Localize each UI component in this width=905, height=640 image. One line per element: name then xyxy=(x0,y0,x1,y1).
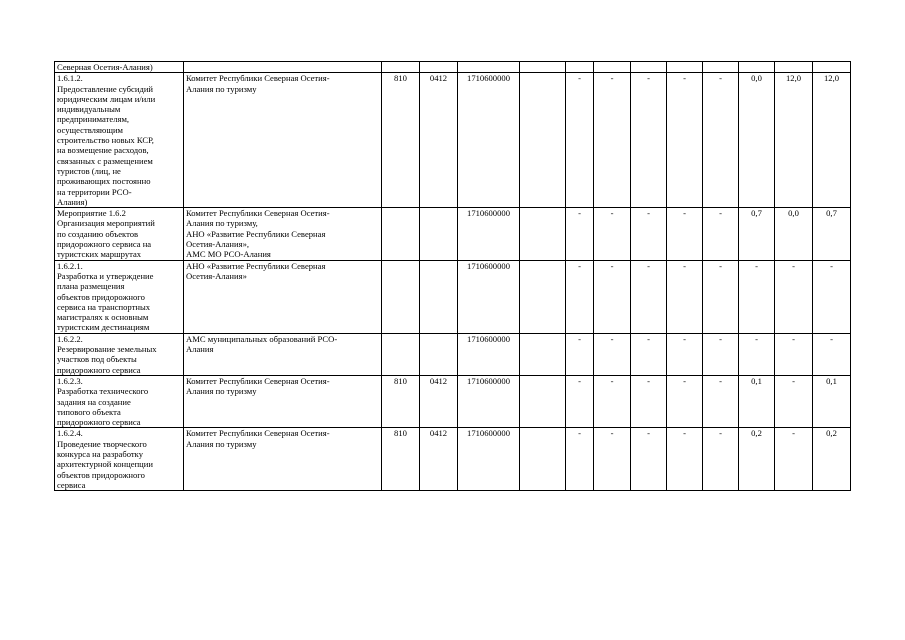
table-row xyxy=(55,333,851,375)
value-cell: - xyxy=(566,208,594,260)
target-article-code: 1710600000 xyxy=(458,428,520,491)
value-cell: - xyxy=(667,208,703,260)
target-article-code xyxy=(458,62,520,73)
table-row xyxy=(55,375,851,427)
grbs-code xyxy=(382,208,420,260)
value-cell xyxy=(667,62,703,73)
value-cell: - xyxy=(594,333,631,375)
section-code: 0412 xyxy=(420,73,458,208)
activity-description: Северная Осетия-Алания) xyxy=(55,62,184,73)
activity-description: 1.6.2.4. Проведение творческого конкурса на разработку архитектурной концепции объектов придорожного сервиса xyxy=(55,428,184,491)
section-code: 0412 xyxy=(420,375,458,427)
value-cell: - xyxy=(631,73,667,208)
grbs-code xyxy=(382,260,420,333)
value-cell: - xyxy=(631,428,667,491)
section-code: 0412 xyxy=(420,428,458,491)
budget-table xyxy=(54,61,851,491)
responsible-executor: Комитет Республики Северная Осетия- Алания по туризму xyxy=(184,428,382,491)
activity-description: 1.6.1.2. Предоставление субсидий юридическим лицам и/или индивидуальным предпринимателям, осуществляющим строительство новых КСР, на возмещение расходов, связанных с размещением туристов (лиц, не проживающих постоянно на территории РСО- Алания) xyxy=(55,73,184,208)
table-row xyxy=(55,260,851,333)
grbs-code: 810 xyxy=(382,73,420,208)
value-cell: - xyxy=(703,375,739,427)
value-cell: - xyxy=(631,208,667,260)
value-cell: - xyxy=(739,260,775,333)
value-cell: - xyxy=(703,260,739,333)
expense-type-code xyxy=(520,428,566,491)
value-cell: - xyxy=(566,73,594,208)
value-cell: - xyxy=(703,208,739,260)
value-cell: - xyxy=(667,375,703,427)
value-cell: - xyxy=(594,73,631,208)
value-cell: 0,2 xyxy=(813,428,851,491)
value-cell: - xyxy=(775,333,813,375)
expense-type-code xyxy=(520,375,566,427)
value-cell: - xyxy=(739,333,775,375)
target-article-code: 1710600000 xyxy=(458,375,520,427)
responsible-executor: Комитет Республики Северная Осетия- Алания по туризму xyxy=(184,73,382,208)
value-cell xyxy=(594,62,631,73)
target-article-code: 1710600000 xyxy=(458,73,520,208)
value-cell: 0,2 xyxy=(739,428,775,491)
value-cell: - xyxy=(594,428,631,491)
value-cell: - xyxy=(667,73,703,208)
value-cell: 12,0 xyxy=(813,73,851,208)
value-cell xyxy=(739,62,775,73)
grbs-code xyxy=(382,62,420,73)
expense-type-code xyxy=(520,260,566,333)
value-cell: 0,1 xyxy=(813,375,851,427)
table-row xyxy=(55,62,851,73)
value-cell: - xyxy=(566,375,594,427)
grbs-code: 810 xyxy=(382,375,420,427)
value-cell xyxy=(631,62,667,73)
responsible-executor: Комитет Республики Северная Осетия- Алания по туризму, АНО «Развитие Республики Северная Осетия-Алания», АМС МО РСО-Алания xyxy=(184,208,382,260)
value-cell: - xyxy=(775,375,813,427)
activity-description: 1.6.2.3. Разработка технического задания на создание типового объекта придорожного сервиса xyxy=(55,375,184,427)
responsible-executor: Комитет Республики Северная Осетия- Алания по туризму xyxy=(184,375,382,427)
value-cell: 0,7 xyxy=(739,208,775,260)
grbs-code: 810 xyxy=(382,428,420,491)
value-cell: - xyxy=(775,260,813,333)
value-cell: - xyxy=(703,73,739,208)
empty-cell xyxy=(566,62,594,73)
table-row xyxy=(55,208,851,260)
value-cell: - xyxy=(667,428,703,491)
value-cell: - xyxy=(594,260,631,333)
value-cell: - xyxy=(703,333,739,375)
activity-description: 1.6.2.1. Разработка и утверждение плана размещения объектов придорожного сервиса на транспортных магистралях к основным туристским дестинациям xyxy=(55,260,184,333)
value-cell: - xyxy=(594,208,631,260)
value-cell: - xyxy=(566,333,594,375)
value-cell: - xyxy=(631,375,667,427)
value-cell: - xyxy=(813,260,851,333)
section-code xyxy=(420,333,458,375)
value-cell: 12,0 xyxy=(775,73,813,208)
activity-description: Мероприятие 1.6.2 Организация мероприятий по созданию объектов придорожного сервиса на туристских маршрутах xyxy=(55,208,184,260)
table-row xyxy=(55,428,851,491)
value-cell: 0,1 xyxy=(739,375,775,427)
value-cell: - xyxy=(594,375,631,427)
value-cell: 0,0 xyxy=(775,208,813,260)
value-cell: - xyxy=(631,333,667,375)
expense-type-code xyxy=(520,208,566,260)
value-cell: - xyxy=(566,260,594,333)
table-row xyxy=(55,73,851,208)
responsible-executor: АМС муниципальных образований РСО- Алания xyxy=(184,333,382,375)
expense-type-code xyxy=(520,333,566,375)
value-cell: 0,7 xyxy=(813,208,851,260)
section-code xyxy=(420,208,458,260)
activity-description: 1.6.2.2. Резервирование земельных участков под объекты придорожного сервиса xyxy=(55,333,184,375)
section-code xyxy=(420,62,458,73)
value-cell xyxy=(703,62,739,73)
section-code xyxy=(420,260,458,333)
value-cell xyxy=(813,62,851,73)
value-cell: 0,0 xyxy=(739,73,775,208)
value-cell: - xyxy=(667,260,703,333)
target-article-code: 1710600000 xyxy=(458,208,520,260)
target-article-code: 1710600000 xyxy=(458,333,520,375)
value-cell: - xyxy=(703,428,739,491)
value-cell: - xyxy=(631,260,667,333)
expense-type-code xyxy=(520,73,566,208)
responsible-executor: АНО «Развитие Республики Северная Осетия-Алания» xyxy=(184,260,382,333)
value-cell: - xyxy=(775,428,813,491)
value-cell xyxy=(775,62,813,73)
value-cell: - xyxy=(667,333,703,375)
responsible-executor xyxy=(184,62,382,73)
value-cell: - xyxy=(813,333,851,375)
expense-type-code xyxy=(520,62,566,73)
value-cell: - xyxy=(566,428,594,491)
target-article-code: 1710600000 xyxy=(458,260,520,333)
grbs-code xyxy=(382,333,420,375)
